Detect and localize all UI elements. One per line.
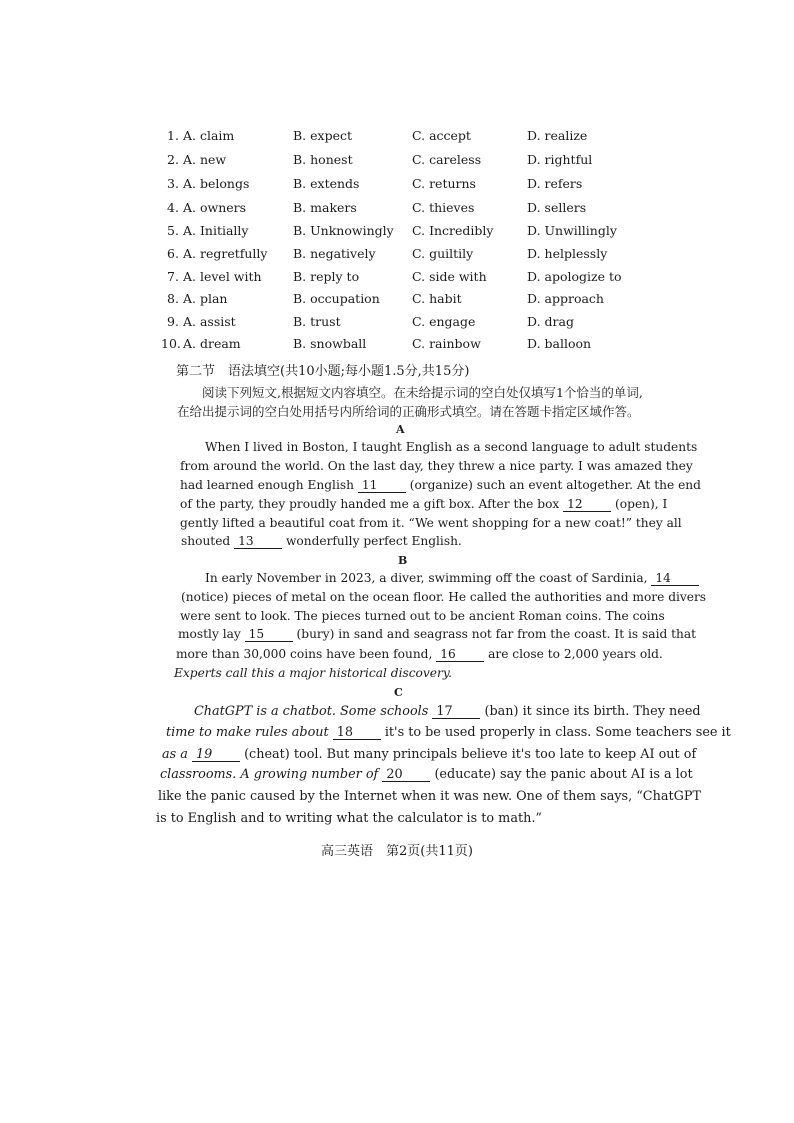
question-number: 5.: [167, 223, 179, 238]
option-a: A. assist: [183, 314, 236, 329]
passage-text: time to make rules about: [166, 725, 329, 740]
passage-a-label: A: [396, 423, 405, 436]
passage-line: like the panic caused by the Internet when it was new. One of them says, “ChatGPT: [158, 789, 701, 804]
option-a: A. claim: [183, 128, 235, 143]
option-c: C. careless: [412, 152, 482, 167]
option-b: B. makers: [293, 200, 357, 215]
passage-text: ChatGPT is a chatbot. Some schools: [194, 704, 429, 719]
blank-19[interactable]: 19: [192, 748, 240, 762]
option-a: A. new: [183, 152, 227, 167]
passage-text: had learned enough English: [180, 478, 354, 492]
option-b: B. Unknowingly: [293, 223, 394, 238]
passage-text: (organize) such an event altogether. At the end: [409, 478, 701, 492]
option-c: C. guiltily: [412, 246, 474, 261]
option-b: B. expect: [293, 128, 353, 143]
option-d: D. refers: [527, 176, 583, 191]
passage-line: [180, 497, 668, 512]
option-row: [0, 314, 794, 334]
passage-text: of the party, they proudly handed me a gift box. After the box: [180, 497, 560, 511]
option-c: C. thieves: [412, 200, 475, 215]
blank-11[interactable]: 11: [358, 479, 406, 493]
blank-18[interactable]: 18: [333, 726, 381, 740]
option-row: [0, 152, 794, 172]
question-number: 2.: [167, 152, 179, 167]
option-row: [0, 291, 794, 311]
passage-line: [178, 627, 697, 642]
option-c: C. accept: [412, 128, 471, 143]
option-a: A. plan: [183, 291, 228, 306]
passage-text: (educate) say the panic about AI is a lot: [434, 767, 693, 782]
instruction-line: 阅读下列短文,根据短文内容填空。在未给提示词的空白处仅填写1个恰当的单词,: [202, 385, 643, 400]
question-number: 10.: [161, 336, 181, 351]
blank-14[interactable]: 14: [651, 572, 699, 586]
option-a: A. level with: [183, 269, 262, 284]
option-c: C. habit: [412, 291, 462, 306]
passage-line: When I lived in Boston, I taught English as a second language to adult students: [205, 440, 698, 454]
passage-line: [205, 571, 671, 586]
question-number: 9.: [167, 314, 179, 329]
passage-line: [160, 767, 693, 782]
option-c: C. side with: [412, 269, 487, 284]
passage-line: [180, 478, 701, 493]
option-row: [0, 128, 794, 148]
passage-text: In early November in 2023, a diver, swimming off the coast of Sardinia,: [205, 571, 648, 585]
blank-17[interactable]: 17: [432, 705, 480, 719]
passage-line: [176, 647, 663, 662]
passage-text: mostly lay: [178, 627, 241, 641]
passage-text: shouted: [181, 534, 231, 548]
option-d: D. realize: [527, 128, 588, 143]
option-b: B. negatively: [293, 246, 376, 261]
passage-line: were sent to look. The pieces turned out to be ancient Roman coins. The coins: [180, 609, 665, 623]
option-c: C. returns: [412, 176, 476, 191]
instruction-line: 在给出提示词的空白处用括号内所给词的正确形式填空。请在答题卡指定区域作答。: [177, 404, 640, 419]
question-number: 1.: [167, 128, 179, 143]
passage-text: are close to 2,000 years old.: [488, 647, 663, 661]
option-c: C. rainbow: [412, 336, 481, 351]
passage-line: (notice) pieces of metal on the ocean floor. He called the authorities and more divers: [181, 590, 707, 604]
passage-text: (bury) in sand and seagrass not far from the coast. It is said that: [296, 627, 697, 641]
question-number: 8.: [167, 291, 179, 306]
option-d: D. approach: [527, 291, 604, 306]
option-a: A. Initially: [183, 223, 249, 238]
option-a: A. dream: [183, 336, 241, 351]
passage-text: as a: [162, 747, 188, 762]
passage-line: is to English and to writing what the calculator is to math.”: [156, 811, 542, 826]
page-footer: 高三英语 第2页(共11页): [321, 844, 473, 859]
passage-line: from around the world. On the last day, they threw a nice party. I was amazed they: [180, 459, 693, 473]
option-b: B. occupation: [293, 291, 380, 306]
question-number: 7.: [167, 269, 179, 284]
option-c: C. Incredibly: [412, 223, 494, 238]
passage-text: classrooms. A growing number of: [160, 767, 379, 782]
option-row: [0, 269, 794, 289]
option-row: [0, 336, 794, 356]
option-d: D. drag: [527, 314, 574, 329]
option-a: A. owners: [183, 200, 247, 215]
passage-text: (open), I: [615, 497, 668, 511]
option-b: B. extends: [293, 176, 360, 191]
passage-line: gently lifted a beautiful coat from it. “We went shopping for a new coat!” they all: [180, 516, 682, 530]
blank-12[interactable]: 12: [563, 498, 611, 512]
section-title: 第二节 语法填空(共10小题;每小题1.5分,共15分): [176, 364, 470, 379]
option-a: A. belongs: [183, 176, 250, 191]
passage-line: [162, 747, 697, 762]
passage-text: (cheat) tool. But many principals believe it's too late to keep AI out of: [244, 747, 697, 762]
option-b: B. honest: [293, 152, 353, 167]
option-d: D. sellers: [527, 200, 587, 215]
option-d: D. Unwillingly: [527, 223, 617, 238]
passage-line: Experts call this a major historical discovery.: [174, 666, 452, 680]
passage-line: [194, 704, 701, 719]
question-number: 6.: [167, 246, 179, 261]
question-number: 3.: [167, 176, 179, 191]
option-d: D. helplessly: [527, 246, 608, 261]
passage-line: [181, 534, 637, 549]
blank-16[interactable]: 16: [436, 648, 484, 662]
passage-b-label: B: [398, 554, 408, 567]
option-b: B. reply to: [293, 269, 360, 284]
passage-line: [166, 725, 731, 740]
passage-text: it's to be used properly in class. Some teachers see it: [384, 725, 731, 740]
option-row: [0, 246, 794, 266]
option-row: [0, 223, 794, 243]
option-d: D. apologize to: [527, 269, 622, 284]
option-row: [0, 176, 794, 196]
option-b: B. snowball: [293, 336, 367, 351]
option-d: D. balloon: [527, 336, 592, 351]
blank-15[interactable]: 15: [245, 628, 293, 642]
blank-20[interactable]: 20: [382, 768, 430, 782]
option-c: C. engage: [412, 314, 476, 329]
option-d: D. rightful: [527, 152, 593, 167]
passage-c-label: C: [394, 686, 403, 699]
option-b: B. trust: [293, 314, 341, 329]
passage-text: more than 30,000 coins have been found,: [176, 647, 433, 661]
option-a: A. regretfully: [183, 246, 268, 261]
question-number: 4.: [167, 200, 179, 215]
passage-text: wonderfully perfect English.: [285, 534, 462, 548]
passage-text: (ban) it since its birth. They need: [484, 704, 701, 719]
blank-13[interactable]: 13: [234, 535, 282, 549]
option-row: [0, 200, 794, 220]
